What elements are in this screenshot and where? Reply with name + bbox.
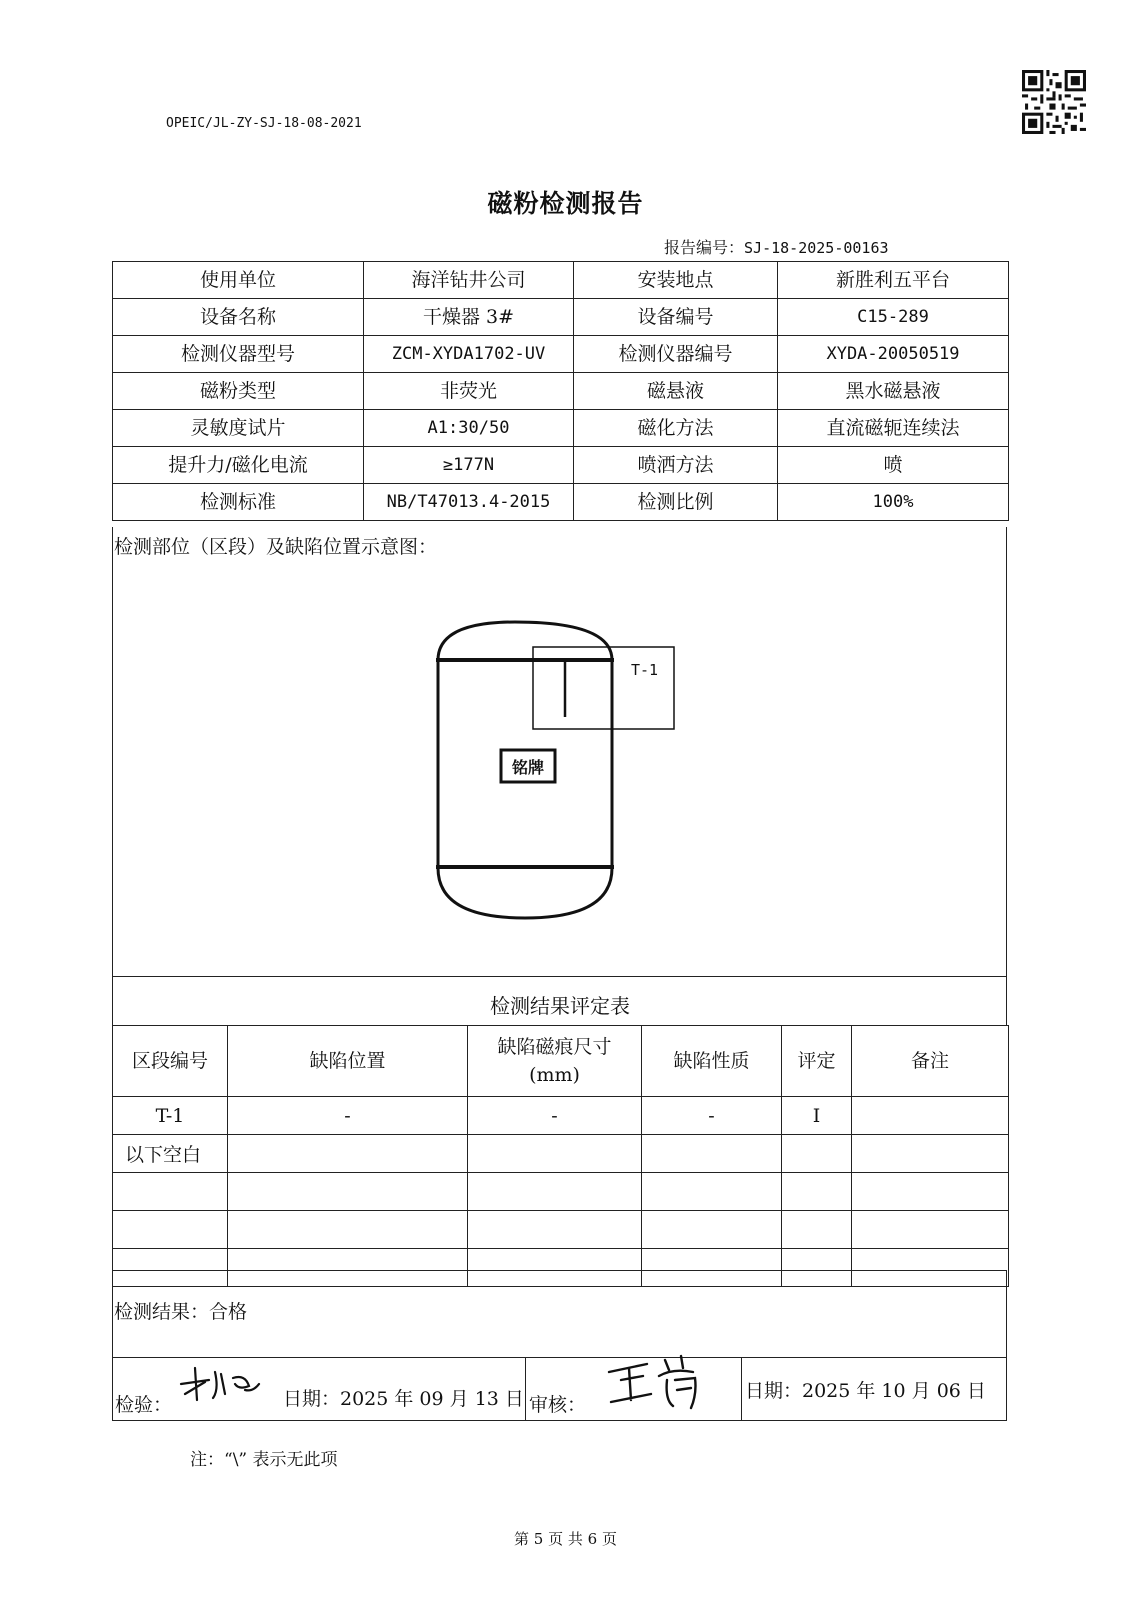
cell-defect-location: -: [228, 1097, 468, 1135]
page-number: 第 5 页 共 6 页: [514, 1530, 617, 1548]
info-label-b: 检测仪器编号: [574, 336, 778, 373]
header-remarks: 备注: [852, 1026, 1009, 1097]
cell-rating: [782, 1211, 852, 1249]
header-defect-size-label: 缺陷磁痕尺寸: [497, 1036, 612, 1058]
inspect-date: 日期：2025 年 09 月 13 日: [283, 1388, 524, 1410]
info-label-a: 检测仪器型号: [113, 336, 364, 373]
cell-remarks: [852, 1097, 1009, 1135]
info-row: [113, 373, 1009, 410]
results-table: [112, 1025, 1009, 1287]
header-defect-size: [468, 1026, 642, 1097]
info-label-a: 磁粉类型: [113, 373, 364, 410]
info-row: [113, 336, 1009, 373]
info-label-a: 检测标准: [113, 484, 364, 521]
info-value-a: 非荧光: [364, 373, 574, 410]
report-number-label: 报告编号：: [664, 238, 745, 257]
header-defect-nature: 缺陷性质: [642, 1026, 782, 1097]
results-row: [113, 1135, 1009, 1173]
cell-defect-nature: [642, 1135, 782, 1173]
conclusion: [114, 1297, 247, 1324]
results-row: [113, 1097, 1009, 1135]
diagram-title: 检测部位（区段）及缺陷位置示意图：: [114, 536, 438, 558]
info-row: [113, 484, 1009, 521]
info-value-b: 喷: [778, 447, 1009, 484]
info-value-a: A1:30/50: [364, 410, 574, 447]
report-title: 磁粉检测报告: [487, 189, 644, 218]
cell-defect-nature: [642, 1173, 782, 1211]
info-label-b: 磁悬液: [574, 373, 778, 410]
qr-code-icon: [1022, 70, 1086, 134]
reviewer-signature: [603, 1350, 723, 1414]
info-value-a: ZCM-XYDA1702-UV: [364, 336, 574, 373]
nameplate-label: 铭牌: [511, 758, 545, 777]
signature-row: [112, 1357, 1007, 1421]
info-value-a: 干燥器 3#: [364, 299, 574, 336]
info-value-a: NB/T47013.4-2015: [364, 484, 574, 521]
cell-defect-size: [468, 1135, 642, 1173]
info-value-b: 100%: [778, 484, 1009, 521]
document-code: OPEIC/JL-ZY-SJ-18-08-2021: [166, 116, 362, 131]
inspector-label: 检验：: [115, 1394, 173, 1416]
cell-defect-nature: -: [642, 1097, 782, 1135]
header-defect-location: 缺陷位置: [228, 1026, 468, 1097]
info-value-a: 海洋钻井公司: [364, 262, 574, 299]
conclusion-label: 检测结果：: [114, 1301, 210, 1323]
cell-defect-size: [468, 1211, 642, 1249]
results-header-row: [113, 1026, 1009, 1097]
reviewer-label: 审核：: [529, 1394, 587, 1416]
cell-defect-location: [228, 1173, 468, 1211]
results-table-title: 检测结果评定表: [490, 994, 630, 1018]
results-row: [113, 1211, 1009, 1249]
info-label-b: 磁化方法: [574, 410, 778, 447]
info-label-b: 喷洒方法: [574, 447, 778, 484]
cell-rating: [782, 1135, 852, 1173]
results-row: [113, 1173, 1009, 1211]
inspector-signature: [175, 1360, 265, 1410]
info-row: [113, 262, 1009, 299]
info-value-b: 新胜利五平台: [778, 262, 1009, 299]
cell-section-no: T-1: [113, 1097, 228, 1135]
info-label-b: 检测比例: [574, 484, 778, 521]
report-number-value: SJ-18-2025-00163: [744, 239, 889, 257]
cell-defect-size: [468, 1173, 642, 1211]
cell-section-no: 以下空白: [113, 1135, 228, 1173]
cell-defect-size: -: [468, 1097, 642, 1135]
equipment-info-table: [112, 261, 1009, 521]
info-value-b: 直流磁轭连续法: [778, 410, 1009, 447]
info-label-a: 设备名称: [113, 299, 364, 336]
info-label-b: 设备编号: [574, 299, 778, 336]
cell-remarks: [852, 1173, 1009, 1211]
info-label-a: 使用单位: [113, 262, 364, 299]
vessel-diagram: [420, 620, 690, 930]
info-value-b: C15-289: [778, 299, 1009, 336]
info-row: [113, 447, 1009, 484]
cell-rating: [782, 1173, 852, 1211]
review-date: 日期：2025 年 10 月 06 日: [745, 1380, 986, 1402]
info-label-b: 安装地点: [574, 262, 778, 299]
footnote: 注：“\” 表示无此项: [190, 1450, 338, 1470]
info-label-a: 提升力/磁化电流: [113, 447, 364, 484]
header-rating: 评定: [782, 1026, 852, 1097]
cell-remarks: [852, 1135, 1009, 1173]
info-value-b: XYDA-20050519: [778, 336, 1009, 373]
cell-section-no: [113, 1211, 228, 1249]
info-value-a: ≥177N: [364, 447, 574, 484]
header-section-no: 区段编号: [113, 1026, 228, 1097]
cell-rating: I: [782, 1097, 852, 1135]
header-defect-size-unit: (mm): [529, 1064, 580, 1086]
section-label-t1: T-1: [631, 661, 659, 679]
cell-defect-location: [228, 1135, 468, 1173]
info-row: [113, 410, 1009, 447]
report-number: [664, 235, 889, 258]
cell-section-no: [113, 1173, 228, 1211]
cell-remarks: [852, 1211, 1009, 1249]
conclusion-value: 合格: [209, 1301, 248, 1323]
info-label-a: 灵敏度试片: [113, 410, 364, 447]
info-row: [113, 299, 1009, 336]
info-value-b: 黑水磁悬液: [778, 373, 1009, 410]
cell-defect-location: [228, 1211, 468, 1249]
cell-defect-nature: [642, 1211, 782, 1249]
